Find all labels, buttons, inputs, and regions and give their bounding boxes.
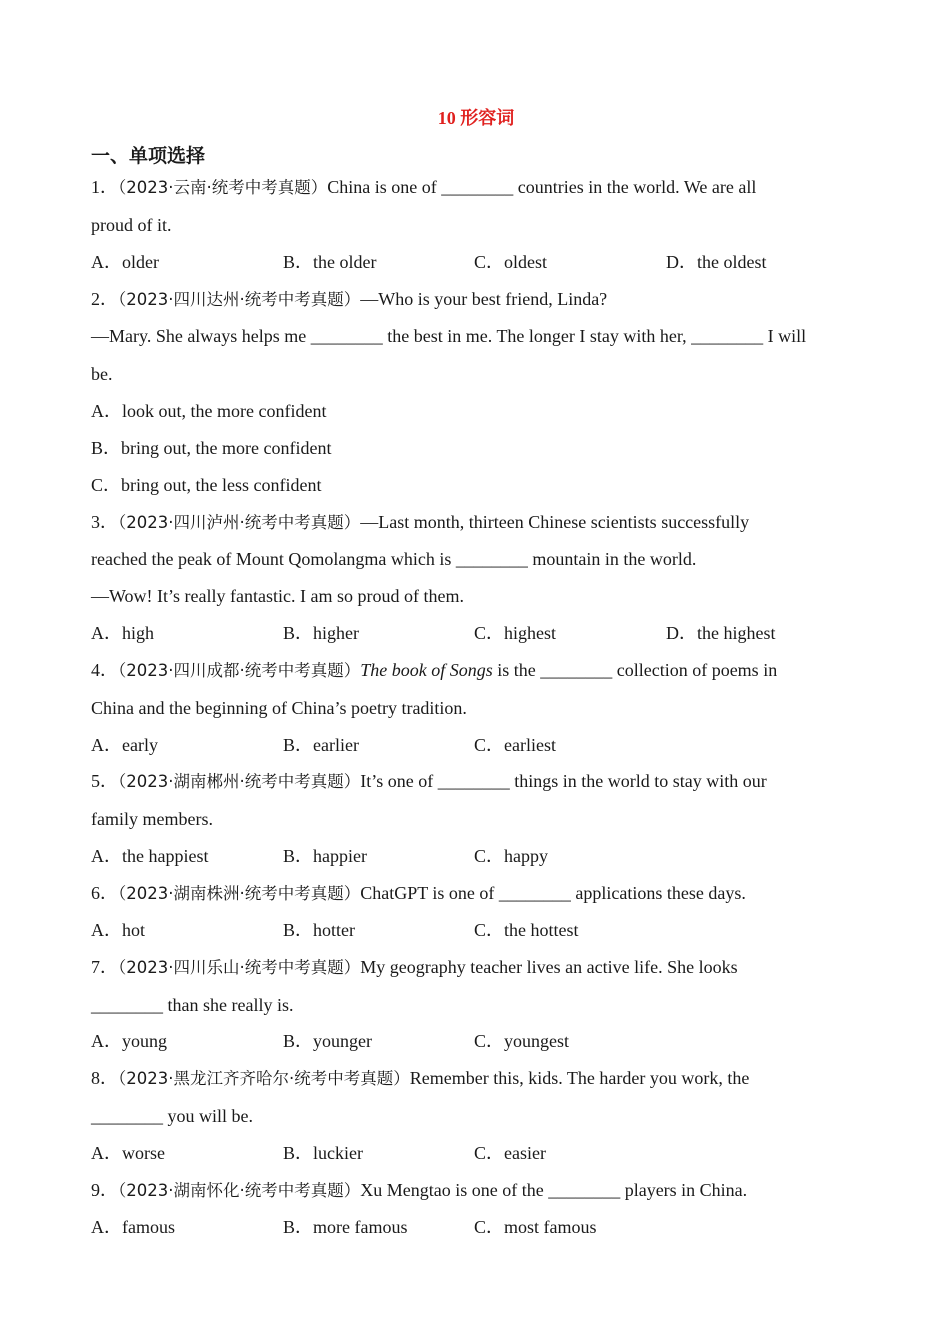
option[interactable]: B．the older bbox=[283, 252, 377, 272]
option[interactable]: C．happy bbox=[474, 846, 548, 866]
option[interactable]: C．oldest bbox=[474, 252, 548, 272]
question-8-cont: ________ you will be. bbox=[91, 1106, 253, 1126]
question-6: 6．（2023·湖南株洲·统考中考真题）ChatGPT is one of ________ applications these days. bbox=[91, 883, 746, 903]
option[interactable]: B．earlier bbox=[283, 735, 359, 755]
option[interactable]: C．highest bbox=[474, 623, 557, 643]
option[interactable]: B．younger bbox=[283, 1031, 372, 1051]
option[interactable]: A．look out, the more confident bbox=[91, 401, 327, 421]
question-5-cont: family members. bbox=[91, 809, 213, 829]
option[interactable]: C．earliest bbox=[474, 735, 556, 755]
option[interactable]: B．happier bbox=[283, 846, 367, 866]
option[interactable]: B．higher bbox=[283, 623, 359, 643]
option[interactable]: A．worse bbox=[91, 1143, 165, 1163]
option[interactable]: D．the oldest bbox=[666, 252, 767, 272]
question-4-cont: China and the beginning of China’s poetry tradition. bbox=[91, 698, 467, 718]
question-4: 4．（2023·四川成都·统考中考真题）The book of Songs is the ________ collection of poems in bbox=[91, 660, 778, 680]
option[interactable]: A．young bbox=[91, 1031, 167, 1051]
option[interactable]: C．easier bbox=[474, 1143, 546, 1163]
option[interactable]: A．high bbox=[91, 623, 154, 643]
section-heading: 一、单项选择 bbox=[91, 146, 206, 167]
question-2: 2．（2023·四川达州·统考中考真题）—Who is your best friend, Linda? bbox=[91, 289, 608, 309]
option[interactable]: C．bring out, the less confident bbox=[91, 475, 322, 495]
option[interactable]: B．bring out, the more confident bbox=[91, 438, 332, 458]
question-1: 1．（2023·云南·统考中考真题）China is one of ________ countries in the world. We are all bbox=[91, 177, 757, 197]
question-7: 7．（2023·四川乐山·统考中考真题）My geography teacher lives an active life. She looks bbox=[91, 957, 738, 977]
option[interactable]: A．early bbox=[91, 735, 158, 755]
question-3-cont: —Wow! It’s really fantastic. I am so proud of them. bbox=[91, 586, 464, 606]
document-title: 10 形容词 bbox=[437, 108, 515, 128]
question-2-cont: be. bbox=[91, 364, 113, 384]
option[interactable]: B．hotter bbox=[283, 920, 355, 940]
question-3-cont: reached the peak of Mount Qomolangma which is ________ mountain in the world. bbox=[91, 549, 697, 569]
option[interactable]: D．the highest bbox=[666, 623, 776, 643]
question-1-cont: proud of it. bbox=[91, 215, 172, 235]
question-5: 5．（2023·湖南郴州·统考中考真题）It’s one of ________ things in the world to stay with our bbox=[91, 771, 767, 791]
option[interactable]: B．more famous bbox=[283, 1217, 408, 1237]
question-9: 9．（2023·湖南怀化·统考中考真题）Xu Mengtao is one of the ________ players in China. bbox=[91, 1180, 748, 1200]
option[interactable]: B．luckier bbox=[283, 1143, 363, 1163]
option[interactable]: A．older bbox=[91, 252, 159, 272]
option[interactable]: A．the happiest bbox=[91, 846, 209, 866]
question-2-cont: —Mary. She always helps me ________ the best in me. The longer I stay with her, ________ I will bbox=[91, 326, 807, 346]
question-3: 3．（2023·四川泸州·统考中考真题）—Last month, thirteen Chinese scientists successfully bbox=[91, 512, 750, 532]
option[interactable]: A．famous bbox=[91, 1217, 175, 1237]
question-8: 8．（2023·黑龙江齐齐哈尔·统考中考真题）Remember this, kids. The harder you work, the bbox=[91, 1068, 750, 1088]
option[interactable]: A．hot bbox=[91, 920, 145, 940]
option[interactable]: C．youngest bbox=[474, 1031, 570, 1051]
option[interactable]: C．most famous bbox=[474, 1217, 597, 1237]
option[interactable]: C．the hottest bbox=[474, 920, 579, 940]
question-7-cont: ________ than she really is. bbox=[91, 995, 294, 1015]
